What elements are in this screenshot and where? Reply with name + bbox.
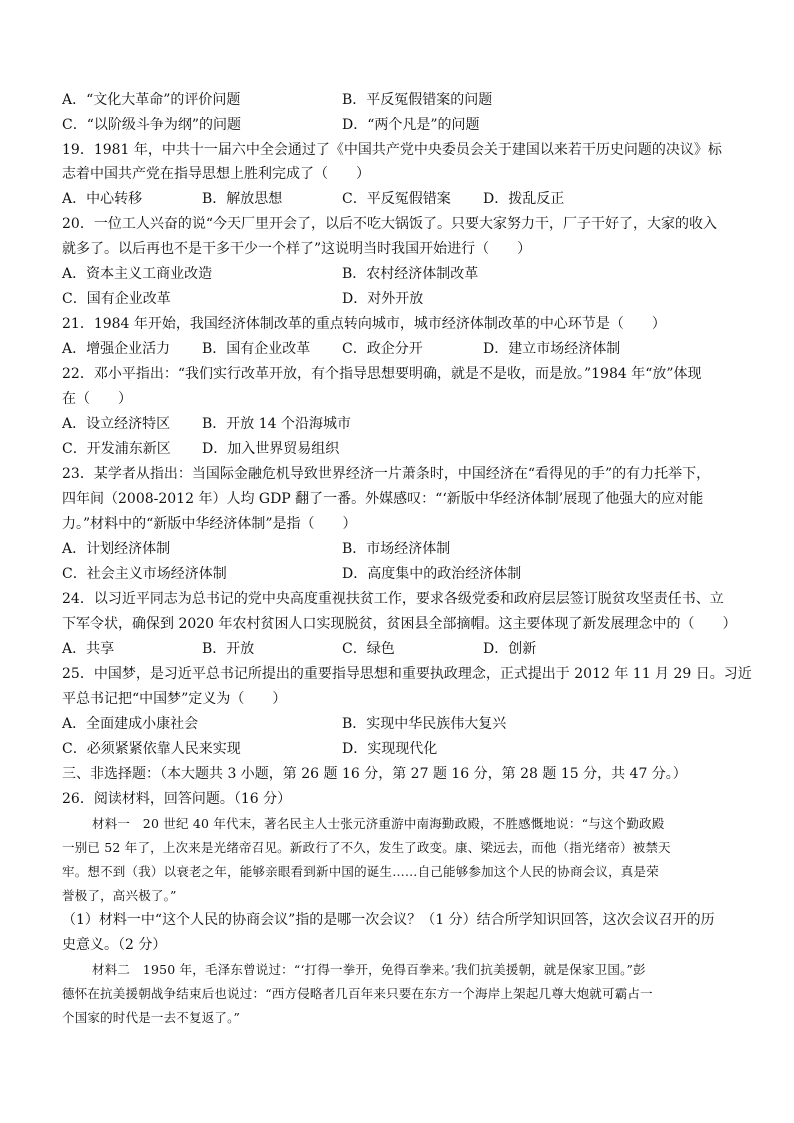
q24-stem-line-1: 24．以习近平同志为总书记的党中央高度重视扶贫工作，要求各级党委和政府层层签订脱贫攻坚责任书、立 xyxy=(62,591,724,607)
q22-option-a: A．设立经济特区 xyxy=(62,416,171,432)
q24-option-a: A．共享 xyxy=(62,641,115,657)
q25-stem-line-1: 25．中国梦，是习近平总书记所提出的重要指导思想和重要执政理念，正式提出于 2012 年 11 月 29 日。习近 xyxy=(62,666,752,682)
q24-option-c: C．绿色 xyxy=(342,641,395,657)
q19-option-b: B．解放思想 xyxy=(202,191,283,207)
q21-option-c: C．政企分开 xyxy=(342,341,423,357)
q26-material-2-line-1: 材料二 1950 年，毛泽东曾说过：“‘打得一拳开，免得百拳来。’我们抗美援朝，就是保家卫国。”彭 xyxy=(92,962,646,977)
q20-option-a: A．资本主义工商业改造 xyxy=(62,266,213,282)
q19-option-d: D．拨乱反正 xyxy=(483,191,565,207)
q26-material-1-line-3: 牢。想不到（我）以衰老之年，能够亲眼看到新中国的诞生……自己能够参加这个人民的协商会议，真是荣 xyxy=(62,864,659,879)
q23-stem-line-1: 23．某学者从指出：当国际金融危机导致世界经济一片萧条时，中国经济在“看得见的手”的有力托举下， xyxy=(62,466,711,482)
q23-option-a: A．计划经济体制 xyxy=(62,541,171,557)
q26-material-1-line-4: 誉极了，高兴极了。” xyxy=(62,888,177,903)
q22-option-d: D．加入世界贸易组织 xyxy=(202,441,340,457)
q25-option-b: B．实现中华民族伟大复兴 xyxy=(342,716,507,732)
q21-option-b: B．国有企业改革 xyxy=(202,341,311,357)
q20-option-c: C．国有企业改革 xyxy=(62,291,171,307)
q26-sub-1-line-2: 史意义。（2 分） xyxy=(62,937,167,953)
q18-option-d: D．“两个凡是”的问题 xyxy=(342,117,480,133)
q19-option-a: A．中心转移 xyxy=(62,191,143,207)
q26-material-2-line-2: 德怀在抗美援朝战争结束后也说过：“西方侵略者几百年来只要在东方一个海岸上架起几尊大炮就可霸占一 xyxy=(62,986,653,1001)
q22-stem-line-2: 在（ ） xyxy=(62,391,132,407)
q18-option-b: B．平反冤假错案的问题 xyxy=(342,92,493,108)
q24-option-b: B．开放 xyxy=(202,641,255,657)
q26-material-2-line-3: 个国家的时代是一去不复返了。” xyxy=(62,1010,241,1025)
q25-option-c: C．必须紧紧依靠人民来实现 xyxy=(62,741,241,757)
q25-stem-line-2: 平总书记把“中国梦”定义为（ ） xyxy=(62,691,287,707)
q25-option-a: A．全面建成小康社会 xyxy=(62,716,199,732)
q23-option-c: C．社会主义市场经济体制 xyxy=(62,566,227,582)
q20-option-d: D．对外开放 xyxy=(342,291,424,307)
q20-stem-line-2: 就多了。以后再也不是干多干少一个样了”这说明当时我国开始进行（ ） xyxy=(62,241,532,257)
q20-option-b: B．农村经济体制改革 xyxy=(342,266,479,282)
q21-option-a: A．增强企业活力 xyxy=(62,341,171,357)
section-3-heading: 三、非选择题：（本大题共 3 小题，第 26 题 16 分，第 27 题 16 分，第 28 题 15 分，共 47 分。） xyxy=(62,766,687,782)
q18-option-a: A．“文化大革命”的评价问题 xyxy=(62,92,241,108)
q26-heading: 26．阅读材料，回答问题。（16 分） xyxy=(62,791,292,807)
q19-stem-line-1: 19．1981 年，中共十一届六中全会通过了《中国共产党中央委员会关于建国以来若干历史问题的决议》标 xyxy=(62,142,722,158)
q26-material-1-line-1: 材料一 20 世纪 40 年代末，著名民主人士张元济重游中南海勤政殿，不胜感慨地说：“与这个勤政殿 xyxy=(92,816,665,831)
q24-stem-line-2: 下军令状，确保到 2020 年农村贫困人口实现脱贫，贫困县全部摘帽。这主要体现了新发展理念中的（ ） xyxy=(62,616,737,632)
q22-option-c: C．开发浦东新区 xyxy=(62,441,171,457)
q19-option-c: C．平反冤假错案 xyxy=(342,191,451,207)
q26-material-1-line-2: 一别已 52 年了，上次来是光绪帝召见。新政行了不久，发生了政变。康、梁远去，而他（指光绪帝）被禁天 xyxy=(62,840,671,855)
q22-option-b: B．开放 14 个沿海城市 xyxy=(202,416,352,432)
q23-stem-line-3: 力。”材料中的“新版中华经济体制”是指（ ） xyxy=(62,516,357,532)
q25-option-d: D．实现现代化 xyxy=(342,741,438,757)
q19-stem-line-2: 志着中国共产党在指导思想上胜利完成了（ ） xyxy=(62,166,370,182)
q26-sub-1-line-1: （1）材料一中“这个人民的协商会议”指的是哪一次会议？（1 分）结合所学知识回答，这次会议召开的历 xyxy=(62,912,715,928)
q21-option-d: D．建立市场经济体制 xyxy=(483,341,621,357)
q18-option-c: C．“以阶级斗争为纲”的问题 xyxy=(62,117,242,133)
q23-stem-line-2: 四年间（2008-2012 年）人均 GDP 翻了一番。外媒感叹：“‘新版中华经济体制’展现了他强大的应对能 xyxy=(62,491,704,507)
q24-option-d: D．创新 xyxy=(483,641,537,657)
q23-option-b: B．市场经济体制 xyxy=(342,541,451,557)
q20-stem-line-1: 20．一位工人兴奋的说“今天厂里开会了，以后不吃大锅饭了。只要大家努力干，厂子干好了，大家的收入 xyxy=(62,216,717,232)
q21-stem-line-1: 21．1984 年开始，我国经济体制改革的重点转向城市，城市经济体制改革的中心环节是（ ） xyxy=(62,316,666,332)
q23-option-d: D．高度集中的政治经济体制 xyxy=(342,566,522,582)
q22-stem-line-1: 22．邓小平指出：“我们实行改革开放，有个指导思想要明确，就是不是收，而是放。”1984 年“放”体现 xyxy=(62,366,702,382)
